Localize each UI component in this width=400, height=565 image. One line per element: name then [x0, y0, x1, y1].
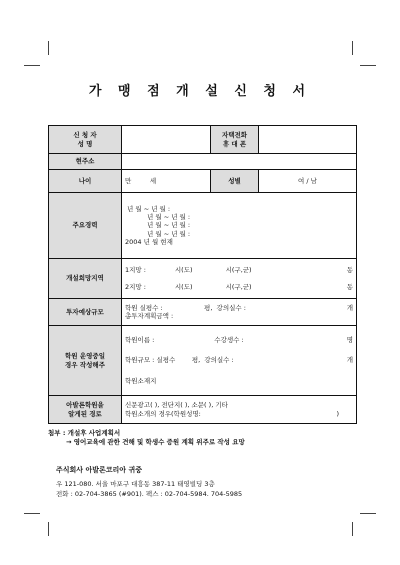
crop-mark-bottom-right-v [352, 522, 353, 536]
referral-field[interactable]: 신문광고( ), 전단지( ), 소문( ), 기타 학원소개의 경우(학원성명: ) [122, 396, 357, 424]
region-field[interactable] [122, 259, 357, 299]
applicant-name-label: 신 청 자 성 명 [49, 126, 122, 154]
crop-mark-top-left-v [48, 41, 49, 55]
region-row-1: 1지망 : 시(도) 시(구,군) 동 [125, 265, 353, 274]
company-phone: 전화 : 02-704-3865 (#901). 팩스 : 02-704-5984. 704-5985 [56, 489, 243, 498]
application-form [48, 125, 357, 424]
crop-mark-bottom-left-v [48, 522, 49, 536]
career-field[interactable] [122, 193, 357, 259]
investment-field[interactable]: 학원 실평수 : 평, 강의실수 : 개 총투자계획금액 : [122, 299, 357, 326]
career-label: 주요경력 [49, 193, 122, 259]
career-line: 년 월 ~ 년 월 : [127, 205, 171, 214]
age-field[interactable]: 만 세 [122, 170, 211, 193]
career-line: 년 월 ~ 년 월 : [147, 229, 191, 238]
career-current: 2004 년 월 현재 [125, 237, 173, 246]
address-label: 현주소 [49, 154, 122, 170]
attachment-instruction: → 영어교육에 관한 견해 및 학생수 증원 계획 위주로 작성 요망 [66, 438, 245, 447]
region-label: 개설희망지역 [49, 259, 122, 299]
address-field[interactable] [122, 154, 357, 170]
referral-label: 아발론학원을 알게된 경로 [49, 396, 122, 424]
career-line: 년 월 ~ 년 월 : [147, 221, 191, 230]
gender-label: 성별 [211, 170, 259, 193]
company-info [56, 465, 356, 499]
investment-label: 투자예상규모 [49, 299, 122, 326]
crop-mark-bottom-left-h [24, 513, 40, 514]
company-name: 주식회사 아발론코리아 귀중 [56, 466, 143, 474]
age-label: 나이 [49, 170, 122, 193]
academy-label: 학원 운영중일 경우 작성해주 [49, 326, 122, 396]
applicant-name-field[interactable] [122, 126, 211, 154]
crop-mark-top-right-v [352, 41, 353, 55]
crop-mark-top-right-h [360, 65, 376, 66]
company-address: 우 121-080. 서울 마포구 대흥동 387-11 태영빌딩 3층 [56, 479, 215, 488]
contact-label: 자택전화 휴 대 폰 [211, 126, 259, 154]
crop-mark-top-left-h [24, 65, 40, 66]
page-title: 가 맹 점 개 설 신 청 서 [88, 84, 312, 99]
gender-field[interactable]: 여 / 남 [259, 170, 357, 193]
attachment-line: 첨부 : 개설후 사업계획서 [48, 429, 121, 437]
region-row-2: 2지망 : 시(도) 시(구,군) 동 [125, 283, 353, 291]
crop-mark-bottom-right-h [360, 513, 376, 514]
contact-field[interactable] [259, 126, 357, 154]
attachment-notes [48, 429, 368, 448]
career-line: 년 월 ~ 년 월 : [147, 213, 191, 222]
academy-field[interactable]: 학원이름 : 수강생수 : 명 학원규모 : 실평수 평, 강의실수 : 개 학원소재지 [122, 326, 357, 396]
